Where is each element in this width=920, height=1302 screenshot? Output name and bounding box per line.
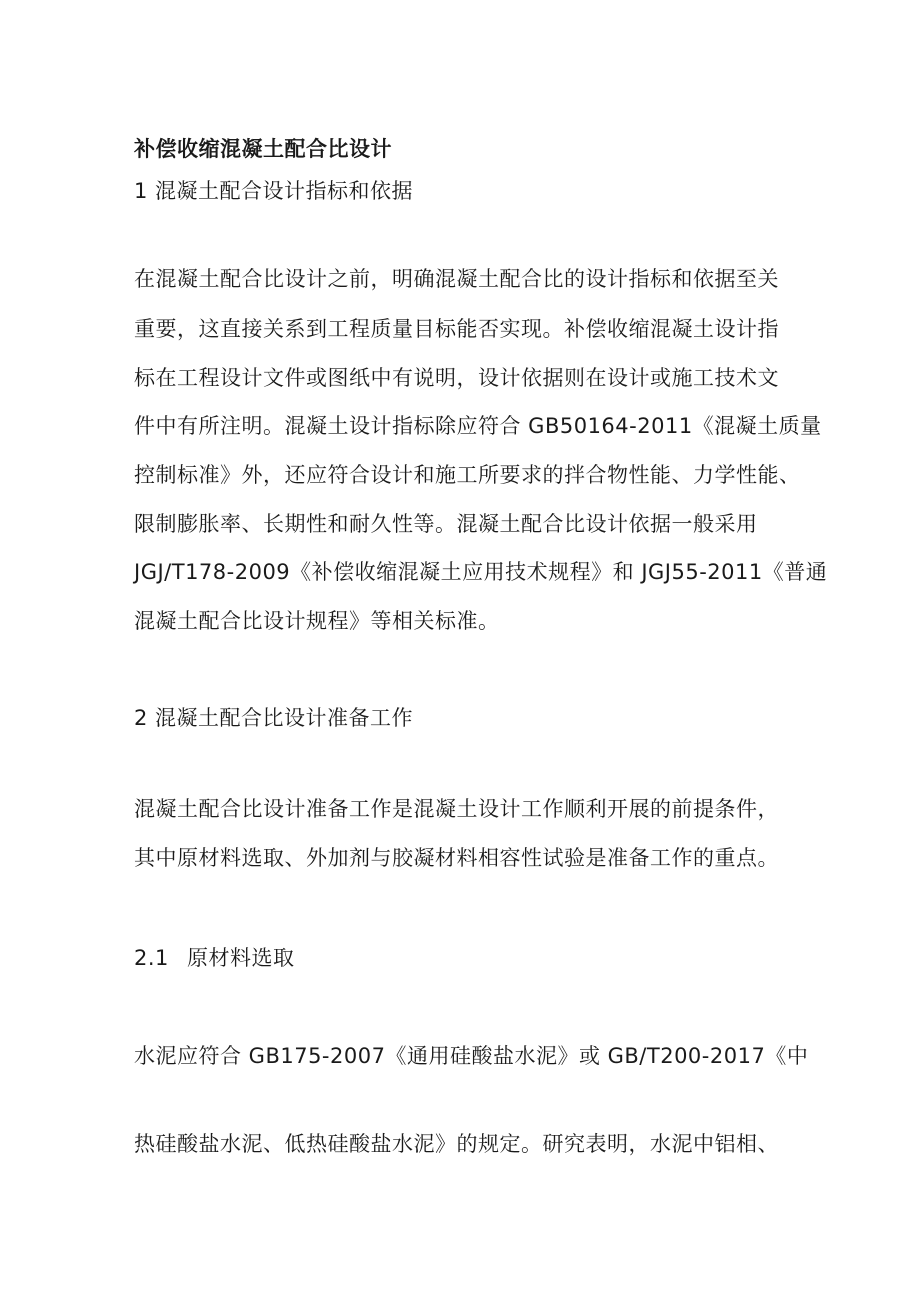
section-2-1-heading: [134, 944, 295, 972]
paragraph-line: 在混凝土配合比设计之前，明确混凝土配合比的设计指标和依据至关: [134, 267, 779, 291]
paragraph-line: 混凝土配合比设计规程》等相关标准。: [134, 609, 500, 633]
paragraph-line: 重要，这直接关系到工程质量目标能否实现。补偿收缩混凝土设计指: [134, 317, 779, 341]
paragraph-line: 限制膨胀率、长期性和耐久性等。混凝土配合比设计依据一般采用: [134, 512, 758, 536]
section-number: 2.1: [134, 946, 169, 970]
section-2-heading: 2 混凝土配合比设计准备工作: [134, 706, 414, 730]
paragraph-line: 标在工程设计文件或图纸中有说明，设计依据则在设计或施工技术文: [134, 366, 779, 390]
paragraph-line: 水泥应符合 GB175-2007《通用硅酸盐水泥》或 GB/T200-2017《中: [134, 1044, 809, 1068]
paragraph-line: 控制标准》外，还应符合设计和施工所要求的拌合物性能、力学性能、: [134, 463, 801, 487]
paragraph-line: JGJ/T178-2009《补偿收缩混凝土应用技术规程》和 JGJ55-2011《普通: [134, 560, 828, 584]
section-title: 原材料选取: [187, 946, 295, 970]
section-1-heading: 1 混凝土配合设计指标和依据: [134, 179, 414, 203]
paragraph-line: 其中原材料选取、外加剂与胶凝材料相容性试验是准备工作的重点。: [134, 846, 779, 870]
document-title: 补偿收缩混凝土配合比设计: [134, 137, 392, 161]
paragraph-line: 热硅酸盐水泥、低热硅酸盐水泥》的规定。研究表明，水泥中铝相、: [134, 1132, 779, 1156]
paragraph-line: 件中有所注明。混凝土设计指标除应符合 GB50164-2011《混凝土质量: [134, 414, 822, 438]
paragraph-line: 混凝土配合比设计准备工作是混凝土设计工作顺利开展的前提条件，: [134, 797, 779, 821]
